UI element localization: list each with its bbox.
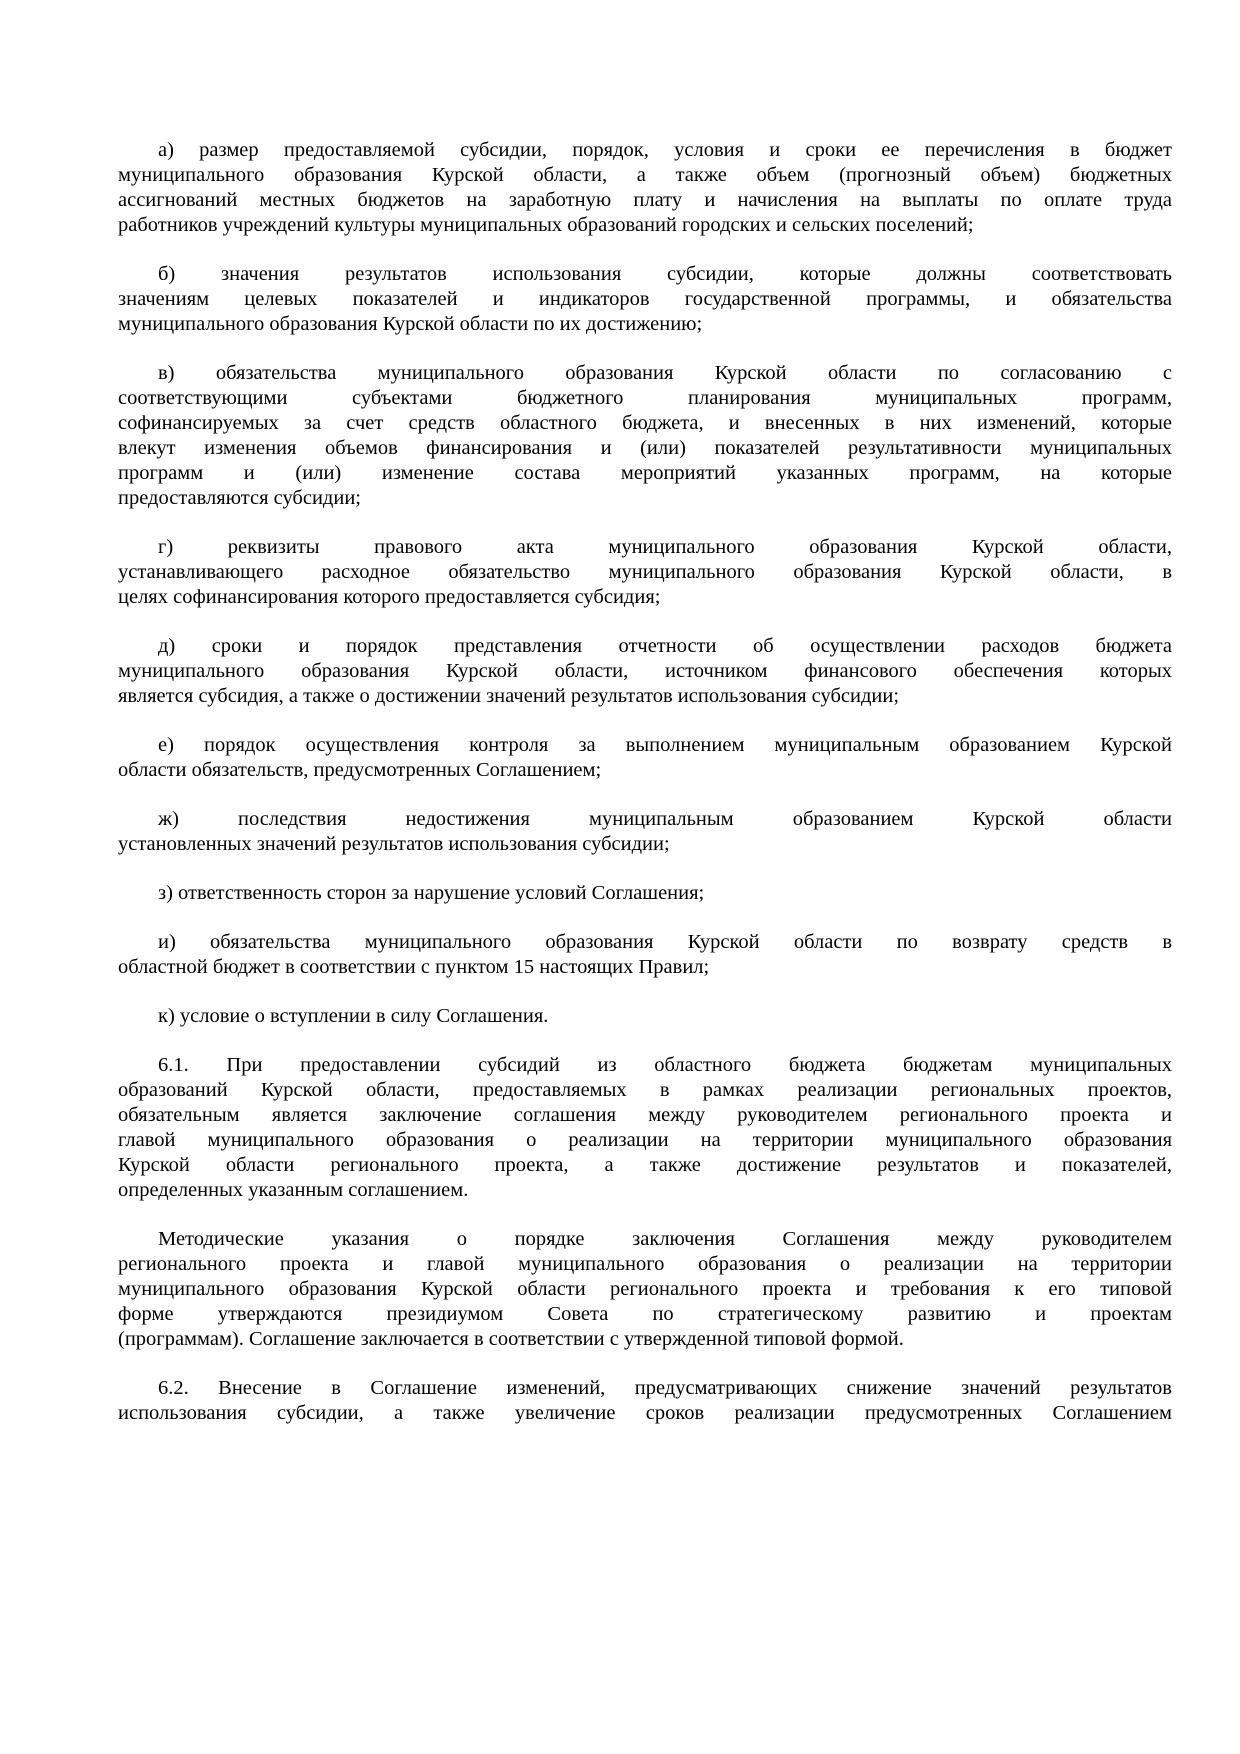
- text-line: Методические указания о порядке заключения Соглашения между руководителем: [158, 1228, 1172, 1250]
- text-line: влекут изменения объемов финансирования и (или) показателей результативности муниципальных: [118, 437, 1172, 459]
- text-line: значениям целевых показателей и индикаторов государственной программы, и обязательства: [118, 288, 1172, 310]
- text-line: ассигнований местных бюджетов на заработную плату и начисления на выплаты по оплате труда: [118, 189, 1172, 211]
- text-line: областной бюджет в соответствии с пунктом 15 настоящих Правил;: [118, 956, 710, 978]
- text-line: (программам). Соглашение заключается в соответствии с утвержденной типовой формой.: [118, 1328, 904, 1350]
- text-line: к) условие о вступлении в силу Соглашения.: [158, 1005, 549, 1027]
- text-line: соответствующими субъектами бюджетного планирования муниципальных программ,: [118, 387, 1172, 409]
- paragraph: [118, 1227, 1172, 1352]
- text-line: б) значения результатов использования субсидии, которые должны соответствовать: [158, 263, 1172, 285]
- text-line: определенных указанным соглашением.: [118, 1179, 469, 1201]
- paragraph: [118, 361, 1172, 511]
- paragraph: [118, 807, 1172, 857]
- text-line: г) реквизиты правового акта муниципального образования Курской области,: [158, 536, 1172, 558]
- text-line: в) обязательства муниципального образования Курской области по согласованию с: [158, 362, 1172, 384]
- text-line: муниципального образования Курской области регионального проекта и требования к его типовой: [118, 1278, 1172, 1300]
- text-line: и) обязательства муниципального образования Курской области по возврату средств в: [158, 931, 1172, 953]
- text-line: является субсидия, а также о достижении значений результатов использования субсидии;: [118, 685, 900, 707]
- text-line: е) порядок осуществления контроля за выполнением муниципальным образованием Курской: [158, 734, 1172, 756]
- text-line: образований Курской области, предоставляемых в рамках реализации региональных проектов,: [118, 1079, 1172, 1101]
- text-line: муниципального образования Курской области, а также объем (прогнозный объем) бюджетных: [118, 164, 1172, 186]
- paragraph: [118, 881, 1172, 906]
- text-line: обязательным является заключение соглашения между руководителем регионального проекта и: [118, 1104, 1172, 1126]
- text-line: использования субсидии, а также увеличение сроков реализации предусмотренных Соглашением: [118, 1402, 1172, 1424]
- paragraph: [118, 930, 1172, 980]
- text-line: ж) последствия недостижения муниципальным образованием Курской области: [158, 808, 1172, 830]
- paragraph: [118, 1376, 1172, 1426]
- text-line: муниципального образования Курской области, источником финансового обеспечения которых: [118, 660, 1172, 682]
- paragraph: [118, 1004, 1172, 1029]
- text-line: Курской области регионального проекта, а также достижение результатов и показателей,: [118, 1154, 1172, 1176]
- text-line: области обязательств, предусмотренных Соглашением;: [118, 759, 602, 781]
- text-line: предоставляются субсидии;: [118, 487, 361, 509]
- text-line: главой муниципального образования о реализации на территории муниципального образования: [118, 1129, 1172, 1151]
- text-line: а) размер предоставляемой субсидии, порядок, условия и сроки ее перечисления в бюджет: [158, 139, 1172, 161]
- text-line: регионального проекта и главой муниципального образования о реализации на территории: [118, 1253, 1172, 1275]
- text-line: 6.1. При предоставлении субсидий из областного бюджета бюджетам муниципальных: [158, 1054, 1172, 1076]
- text-line: программ и (или) изменение состава мероприятий указанных программ, на которые: [118, 462, 1172, 484]
- paragraph: [118, 262, 1172, 337]
- text-line: д) сроки и порядок представления отчетности об осуществлении расходов бюджета: [158, 635, 1172, 657]
- document-page: [118, 138, 1172, 1450]
- text-line: установленных значений результатов использования субсидии;: [118, 833, 670, 855]
- text-line: муниципального образования Курской области по их достижению;: [118, 313, 703, 335]
- text-line: целях софинансирования которого предоставляется субсидия;: [118, 586, 661, 608]
- text-line: з) ответственность сторон за нарушение условий Соглашения;: [158, 882, 705, 904]
- paragraph: [118, 733, 1172, 783]
- paragraph: [118, 138, 1172, 238]
- text-line: работников учреждений культуры муниципальных образований городских и сельских поселений;: [118, 214, 974, 236]
- paragraph: [118, 634, 1172, 709]
- paragraph: [118, 1053, 1172, 1203]
- text-line: форме утверждаются президиумом Совета по стратегическому развитию и проектам: [118, 1303, 1172, 1325]
- text-line: софинансируемых за счет средств областного бюджета, и внесенных в них изменений, которые: [118, 412, 1172, 434]
- paragraph: [118, 535, 1172, 610]
- text-line: 6.2. Внесение в Соглашение изменений, предусматривающих снижение значений результатов: [158, 1377, 1172, 1399]
- text-line: устанавливающего расходное обязательство муниципального образования Курской области, в: [118, 561, 1172, 583]
